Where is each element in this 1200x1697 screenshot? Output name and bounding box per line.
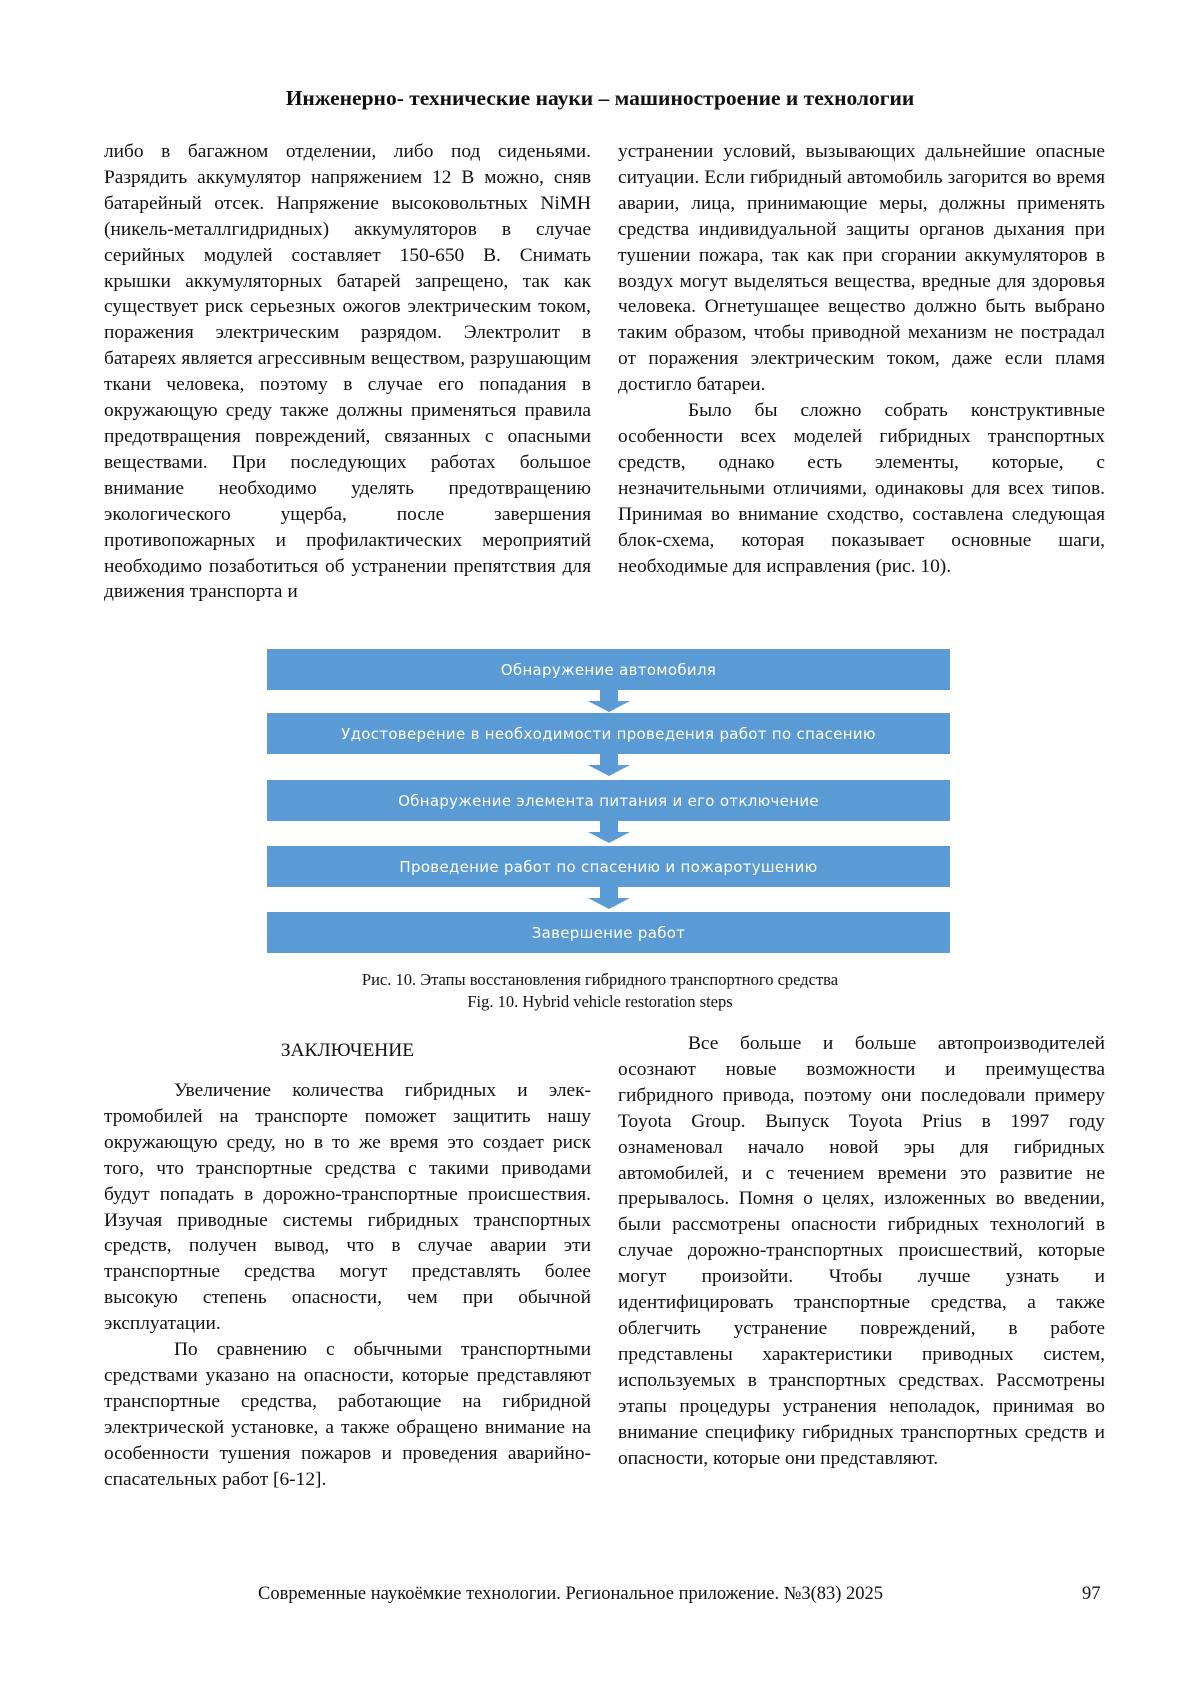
page-number: 97 [1082, 1584, 1101, 1604]
left-column [104, 139, 591, 605]
footer-journal: Современные наукоёмкие технологии. Региональное приложение. №3(83) 2025 [258, 1584, 884, 1604]
flow-step-rescue-firefighting: Проведение работ по спасению и пожаротушению [267, 846, 950, 887]
flow-arrow-icon [588, 887, 630, 909]
flow-arrow-icon [588, 690, 630, 712]
conclusion-left-column [104, 1078, 591, 1493]
flow-step-confirmation: Удостоверение в необходимости проведения работ по спасению [267, 713, 950, 754]
flow-step-power-disconnect: Обнаружение элемента питания и его отключение [267, 780, 950, 821]
flow-step-completion: Завершение работ [267, 912, 950, 953]
running-header: Инженерно- технические науки – машиностроение и технологии [285, 86, 915, 110]
restoration-flowchart [267, 649, 950, 954]
figure-caption-en: Fig. 10. Hybrid vehicle restoration steps [467, 992, 733, 1011]
body-paragraph: Все больше и больше автопроизводителей осознают новые возможности и преимущества гибридного привода, поэтому они последовали примеру Toyota Group. Выпуск Toyota Prius в 1997 году ознаменовал начало новой эры для гибридных автомобилей, и с течением времени это развитие не прерывалось. Помня о целях, изложенных во введении, были рассмотрены опасности гибридных технологий в случае дорожно-транспортных происшествий, которые могут произойти. Чтобы лучше узнать и идентифицировать транспортные средства, а также облегчить устранение повреждений, в работе представлены характеристики приводных систем, используемых в транспортных средствах. Рассмотрены этапы процедуры устранения неполадок, принимая во внимание специфику гибридных транспортных средств и опасности, которые они представляют. [618, 1033, 1105, 1469]
flow-step-detection: Обнаружение автомобиля [267, 649, 950, 690]
flow-arrow-icon [588, 754, 630, 776]
body-paragraph: либо в багажном отделении, либо под сиденьями. Разрядить аккумулятор напряжением 12 В можно, сняв батарейный отсек. Напряжение высоковольтных NiMH (никель-металлгидридных) аккумуляторов в случае серийных модулей составляет 150-650 В. Снимать крышки аккумуляторных батарей запрещено, так как существует риск серьезных ожогов электрическим током, поражения электрическим разрядом. Электролит в батареях является агрессивным веществом, разрушающим ткани человека, поэтому в случае его попадания в окружающую среду также должны применяться правила предотвращения повреждений, связанных с опасными веществами. При последующих работах большое внимание необходимо уделять предотвращению экологического ущерба, после завершения противопожарных и профилактических мероприятий необходимо позаботиться об устранении препятствия для движения транспорта и [104, 141, 591, 603]
flow-arrow-icon [588, 821, 630, 843]
right-column [618, 139, 1105, 579]
section-heading: ЗАКЛЮЧЕНИЕ [280, 1040, 415, 1061]
conclusion-right-column [618, 1031, 1105, 1471]
figure-caption-ru: Рис. 10. Этапы восстановления гибридного транспортного средства [361, 970, 839, 989]
body-paragraph: По сравнению с обычными транспортными средствами указано на опасности, которые представляют транспортные средства, работающие на гибридной электрической установке, а также обращено внимание на особенности тушения пожаров и проведения аварийно-спасательных работ [6-12]. [104, 1339, 591, 1490]
body-paragraph: устранении условий, вызывающих дальнейшие опасные ситуации. Если гибридный автомобиль загорится во время аварии, лица, принимающие меры, должны применять средства индивидуальной защиты органов дыхания при тушении пожара, так как при сгорании аккумуляторов в воздух могут выделяться вещества, вредные для здоровья человека. Огнетушащее вещество должно быть выбрано таким образом, чтобы приводной механизм не пострадал от поражения электрическим током, даже если пламя достигло батареи. [618, 141, 1105, 396]
body-paragraph: Увеличение количества гибридных и электромобилей на транспорте поможет защитить нашу окружающую среду, но в то же время это создает риск того, что транспортные средства с такими приводами будут попадать в дорожно-транспортные происшествия. Изучая приводные системы гибридных транспортных средств, получен вывод, что в случае аварии эти транспортные средства могут представлять более высокую степень опасности, чем при обычной эксплуатации. [104, 1080, 591, 1335]
body-paragraph: Было бы сложно собрать конструктивные особенности всех моделей гибридных транспортных средств, однако есть элементы, которые, с незначительными отличиями, одинаковы для всех типов. Принимая во внимание сходство, составлена следующая блок-схема, которая показывает основные шаги, необходимые для исправления (рис. 10). [618, 400, 1105, 577]
